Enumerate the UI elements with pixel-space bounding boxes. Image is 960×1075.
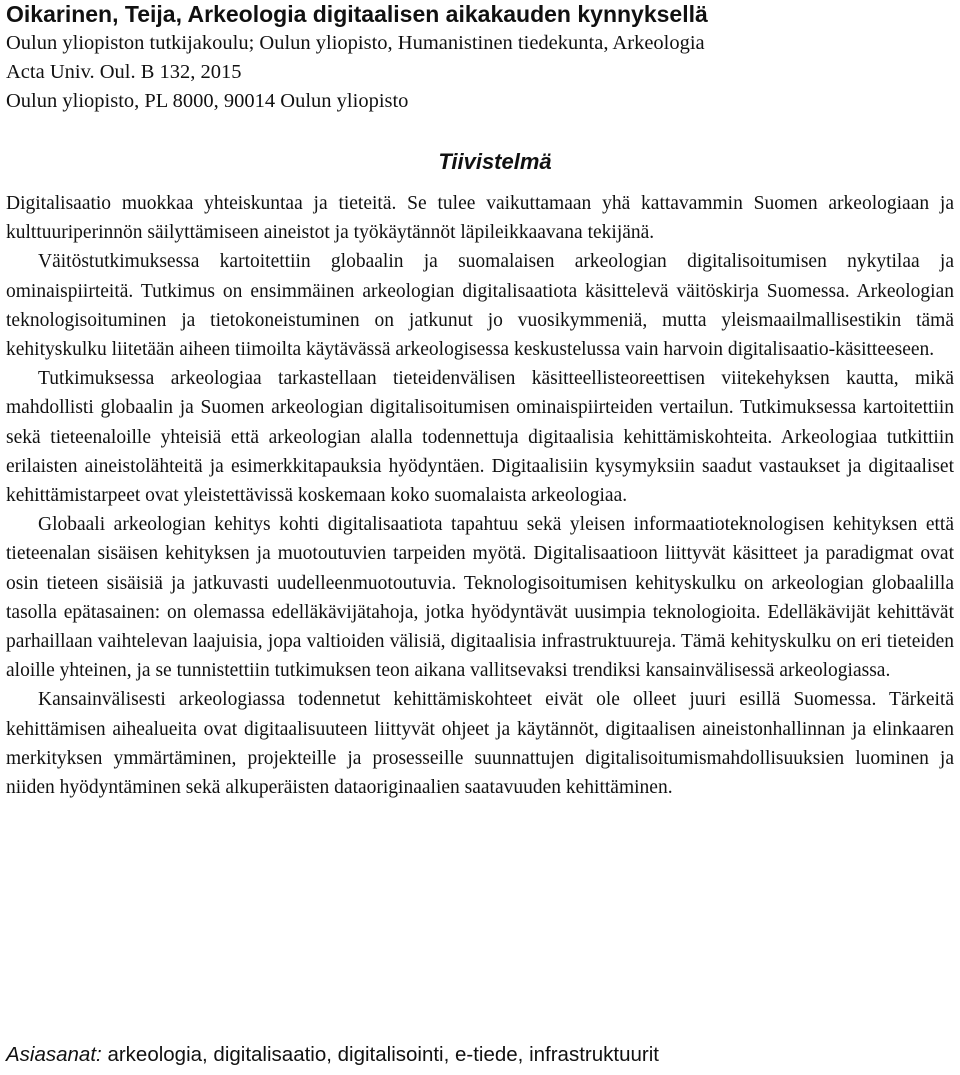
series-line: Acta Univ. Oul. B 132, 2015 [6,61,242,83]
affiliation-line: Oulun yliopiston tutkijakoulu; Oulun yliopisto, Humanistinen tiedekunta, Arkeologia [6,32,705,54]
abstract-paragraph: Kansainvälisesti arkeologiassa todennetut kehittämiskohteet eivät ole olleet juuri esillä Suomessa. Tärkeitä kehittämisen aihealueita ovat digitaalisuuteen liittyvät ohjeet ja käytännöt, digitaalisen aineistonhallinnan ja elinkaaren merkityksen ymmärtäminen, projekteille ja prosesseille suunnattujen digitalisoitumismahdollisuuksien luominen ja niiden hyödyntäminen sekä alkuperäisten dataoriginaalien saatavuuden kehittäminen. [6,689,954,799]
keywords-line [6,1040,659,1070]
abstract-paragraph: Väitöstutkimuksessa kartoitettiin globaalin ja suomalaisen arkeologian digitalisoitumisen nykytilaa ja ominaispiirteitä. Tutkimus on ensimmäinen arkeologian digitalisaatiota käsittelevä väitöskirja Suomessa. Arkeologian teknologisoituminen ja tietokoneistuminen on jatkunut jo vuosikymmeniä, mutta yleismaailmallisestikin tämä kehityskulku liitetään aiheen tiimoilta käytävässä arkeologisessa keskustelussa vain harvoin digitalisaatio-käsitteeseen. [6,251,954,361]
abstract-paragraph: Digitalisaatio muokkaa yhteiskuntaa ja tieteitä. Se tulee vaikuttamaan yhä kattavammin Suomen arkeologiaan ja kulttuuriperinnön säilyttämiseen aineistot ja työkäytännöt läpileikkaavana tekijänä. [6,193,954,244]
bibliographic-header [6,0,954,116]
abstract-paragraph: Tutkimuksessa arkeologiaa tarkastellaan tieteidenvälisen käsitteellisteoreettisen viitekehyksen kautta, mikä mahdollisti globaalin ja Suomen arkeologian digitalisoitumisen ominaispiirteiden vertailun. Tutkimuksessa kartoitettiin sekä tieteenaloille yhteisiä että arkeologian alalla todennettuja digitaalisia kehittämiskohteita. Arkeologiaa tutkittiin erilaisten aineistolähteitä ja esimerkkitapauksia hyödyntäen. Digitaalisiin kysymyksiin saadut vastaukset ja digitaaliset kehittämistarpeet ovat yleistettävissä koskemaan koko suomalaista arkeologiaa. [6,368,954,507]
document-title: Oikarinen, Teija, Arkeologia digitaalisen aikakauden kynnyksellä [6,1,708,27]
keywords-label: Asiasanat: [6,1043,102,1066]
abstract-heading: Tiivistelmä [438,149,552,174]
keywords-values: arkeologia, digitalisaatio, digitalisointi, e-tiede, infrastruktuurit [107,1043,659,1066]
address-line: Oulun yliopisto, PL 8000, 90014 Oulun yliopisto [6,90,409,112]
abstract-paragraph: Globaali arkeologian kehitys kohti digitalisaatiota tapahtuu sekä yleisen informaatioteknologisen kehityksen että tieteenalan sisäisen kehityksen ja muotoutuvien tarpeiden myötä. Digitalisaatioon liittyvät käsitteet ja paradigmat ovat osin tieteen sisäisiä ja jatkuvasti uudelleenmuotoutuvia. Teknologisoitumisen kehityskulku on arkeologian globaalilla tasolla epätasainen: on olemassa edelläkävijätahoja, jotka hyödyntävät uusimpia teknologioita. Edelläkävijät kehittävät parhaillaan vaihtelevan laajuisia, jopa valtioiden välisiä, digitaalisia infrastruktuureja. Tämä kehityskulku on eri tieteiden aloille yhteinen, ja se tunnistettiin tutkimuksen teon aikana vallitsevaksi trendiksi kansainvälisessä arkeologiassa. [6,514,954,682]
abstract-body [6,189,954,802]
